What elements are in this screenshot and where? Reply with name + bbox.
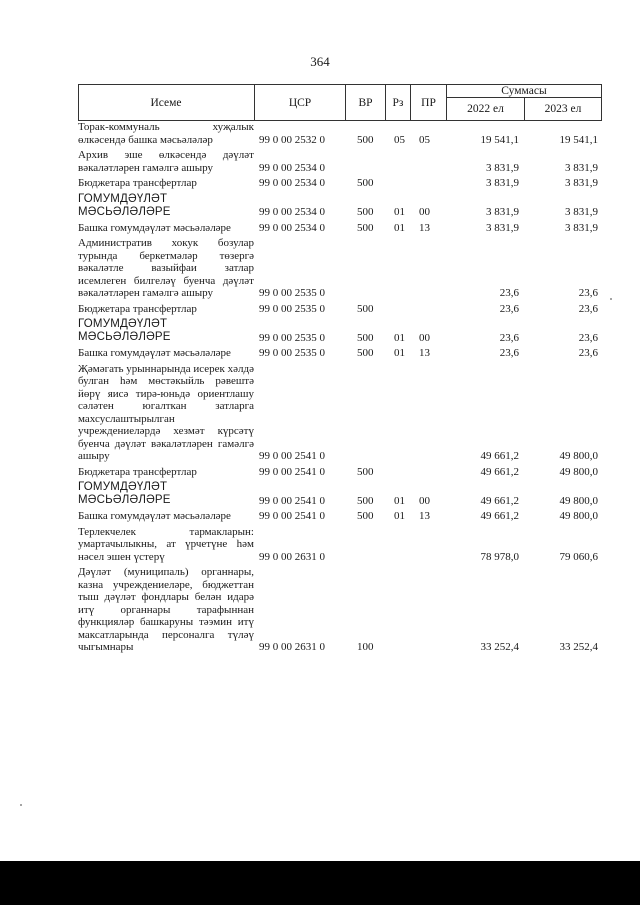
- row-rz: 01: [394, 510, 405, 522]
- table-row: [78, 149, 602, 174]
- row-rz: 01: [394, 494, 405, 507]
- row-sum-2023: 49 800,0: [559, 510, 598, 522]
- row-name: Торак-коммуналь хуҗалык өлкәсендә башка мәсьәләләр: [78, 121, 254, 146]
- scan-bottom-bar: [0, 861, 640, 905]
- row-sum-2023: 19 541,1: [559, 133, 598, 146]
- page-number: 364: [310, 54, 330, 69]
- row-vr: 500: [357, 206, 374, 218]
- scan-speck: [20, 804, 22, 806]
- row-sum-2022: 78 978,0: [480, 550, 519, 563]
- header-vr: ВР: [358, 96, 373, 109]
- row-name: Башка гомумдәүләт мәсьәләләре: [78, 221, 231, 234]
- row-pr: 00: [419, 206, 430, 218]
- row-csr: 99 0 00 2534 0: [259, 177, 325, 189]
- header-sums: Суммасы: [501, 85, 547, 97]
- row-csr: 99 0 00 2541 0: [259, 450, 325, 462]
- row-name: Административ хокук бозулар турында беркетмәләр төзергә вәкаләтле вазыйфаи затлар исемлеген билгеләү буенча дәүләт вәкаләтләрен гамәлгә ашыру: [78, 237, 254, 299]
- row-csr: 99 0 00 2534 0: [259, 206, 325, 218]
- row-csr: 99 0 00 2541 0: [259, 465, 325, 478]
- col-border-right: [601, 84, 602, 121]
- row-csr: 99 0 00 2535 0: [259, 347, 325, 359]
- row-sum-2022: 19 541,1: [480, 133, 519, 146]
- row-name: Дәүләт (муниципаль) органнары, казна учреждениеләре, бюджеттан тыш дәүләт фондлары белән идарә итү органнары тарафыннан функцияләр башкаруны тәэмин итү максатларында персоналга түләү чыгымнары: [78, 566, 254, 653]
- row-sum-2023: 23,6: [578, 302, 598, 315]
- table-row: [78, 466, 602, 479]
- row-sum-2023: 49 800,0: [559, 494, 598, 507]
- row-name: Башка гомумдәүләт мәсьәләләре: [78, 510, 231, 522]
- table-row: [78, 121, 602, 146]
- table-row: [78, 510, 602, 523]
- row-csr: 99 0 00 2534 0: [259, 221, 325, 234]
- row-sum-2023: 23,6: [578, 347, 598, 359]
- table-row: [78, 303, 602, 316]
- row-sum-2022: 33 252,4: [480, 641, 519, 653]
- row-rz: 01: [394, 331, 405, 344]
- header-rz: Рз: [392, 96, 404, 109]
- row-sum-2022: 49 661,2: [480, 510, 519, 522]
- row-rz: 01: [394, 347, 405, 359]
- header-pr: ПР: [421, 96, 436, 109]
- row-sum-2023: 33 252,4: [559, 641, 598, 653]
- table-row: [78, 526, 602, 564]
- row-vr: 500: [357, 177, 374, 189]
- row-rz: 01: [394, 221, 405, 234]
- row-name: ГОМУМДӘҮЛӘТ МӘСЬӘЛӘЛӘРЕ: [78, 192, 171, 218]
- table-row: [78, 237, 602, 300]
- table-row: [78, 566, 602, 654]
- row-name: Бюджетара трансфертлар: [78, 177, 197, 189]
- scan-speck: [610, 298, 612, 300]
- row-sum-2023: 3 831,9: [565, 177, 598, 189]
- row-name: Җәмәгать урыннарында исерек хәлдә булган һәм мөстәкыйль рәвештә йөрү яисә тирә-юньдә ориентлашу сәләтен югалткан затларга махсуслаштырылган учреждениеләрдә хезмәт күрсәтү буенча дәүләт вәкаләтләрен гамәлгә ашыру: [78, 362, 254, 462]
- table-row: [78, 318, 602, 344]
- row-vr: 500: [357, 465, 374, 478]
- row-name: Башка гомумдәүләт мәсьәләләре: [78, 347, 231, 359]
- row-csr: 99 0 00 2631 0: [259, 641, 325, 653]
- row-sum-2022: 49 661,2: [480, 494, 519, 507]
- row-vr: 500: [357, 347, 374, 359]
- row-csr: 99 0 00 2535 0: [259, 287, 325, 299]
- row-sum-2022: 23,6: [499, 331, 519, 344]
- row-sum-2023: 3 831,9: [565, 221, 598, 234]
- header-year-2022: 2022 ел: [467, 103, 504, 115]
- row-vr: 500: [357, 221, 374, 234]
- row-csr: 99 0 00 2535 0: [259, 331, 325, 344]
- row-sum-2022: 23,6: [499, 287, 519, 299]
- row-sum-2022: 23,6: [499, 302, 519, 315]
- row-vr: 500: [357, 510, 374, 522]
- table-row: [78, 193, 602, 219]
- table-row: [78, 481, 602, 507]
- row-name: Бюджетара трансфертлар: [78, 465, 197, 478]
- row-pr: 13: [419, 347, 430, 359]
- row-sum-2022: 3 831,9: [486, 161, 519, 174]
- table-body: [78, 121, 602, 654]
- row-pr: 05: [419, 133, 430, 146]
- row-sum-2022: 3 831,9: [486, 206, 519, 218]
- table-row: [78, 363, 602, 463]
- row-name: Архив эше өлкәсендә дәүләт вәкаләтләрен гамәлгә ашыру: [78, 149, 254, 174]
- row-pr: 00: [419, 331, 430, 344]
- row-name: ГОМУМДӘҮЛӘТ МӘСЬӘЛӘЛӘРЕ: [78, 318, 171, 343]
- row-sum-2022: 49 661,2: [480, 450, 519, 462]
- header-year-2023: 2023 ел: [544, 103, 582, 115]
- row-pr: 13: [419, 510, 430, 522]
- row-sum-2023: 49 800,0: [559, 450, 598, 462]
- row-rz: 01: [394, 206, 405, 218]
- row-sum-2022: 49 661,2: [480, 465, 519, 478]
- row-sum-2022: 3 831,9: [486, 221, 519, 234]
- row-sum-2023: 3 831,9: [565, 161, 598, 174]
- row-name: ГОМУМДӘҮЛӘТ МӘСЬӘЛӘЛӘРЕ: [78, 481, 171, 506]
- row-vr: 100: [357, 641, 374, 653]
- header-csr: ЦСР: [288, 96, 312, 109]
- table-row: [78, 222, 602, 235]
- row-vr: 500: [357, 302, 374, 315]
- row-pr: 00: [419, 494, 430, 507]
- row-csr: 99 0 00 2631 0: [259, 550, 325, 563]
- row-vr: 500: [357, 133, 374, 146]
- row-sum-2022: 23,6: [499, 347, 519, 359]
- row-vr: 500: [357, 494, 374, 507]
- row-csr: 99 0 00 2534 0: [259, 161, 325, 174]
- header-name: Исеме: [150, 96, 182, 109]
- row-csr: 99 0 00 2541 0: [259, 494, 325, 507]
- row-name: Бюджетара трансфертлар: [78, 302, 197, 315]
- row-sum-2023: 3 831,9: [565, 206, 598, 218]
- row-rz: 05: [394, 133, 405, 146]
- row-csr: 99 0 00 2535 0: [259, 302, 325, 315]
- row-sum-2022: 3 831,9: [486, 177, 519, 189]
- table-row: [78, 347, 602, 360]
- row-sum-2023: 23,6: [578, 287, 598, 299]
- row-pr: 13: [419, 221, 430, 234]
- row-sum-2023: 49 800,0: [559, 465, 598, 478]
- row-csr: 99 0 00 2541 0: [259, 510, 325, 522]
- row-name: Терлекчелек тармакларын: умартачылыкны, ат үрчетүне һәм нәсел эшен үстерү: [78, 525, 254, 563]
- row-sum-2023: 23,6: [578, 331, 598, 344]
- row-sum-2023: 79 060,6: [559, 550, 598, 563]
- row-csr: 99 0 00 2532 0: [259, 133, 325, 146]
- row-vr: 500: [357, 331, 374, 344]
- table-row: [78, 177, 602, 190]
